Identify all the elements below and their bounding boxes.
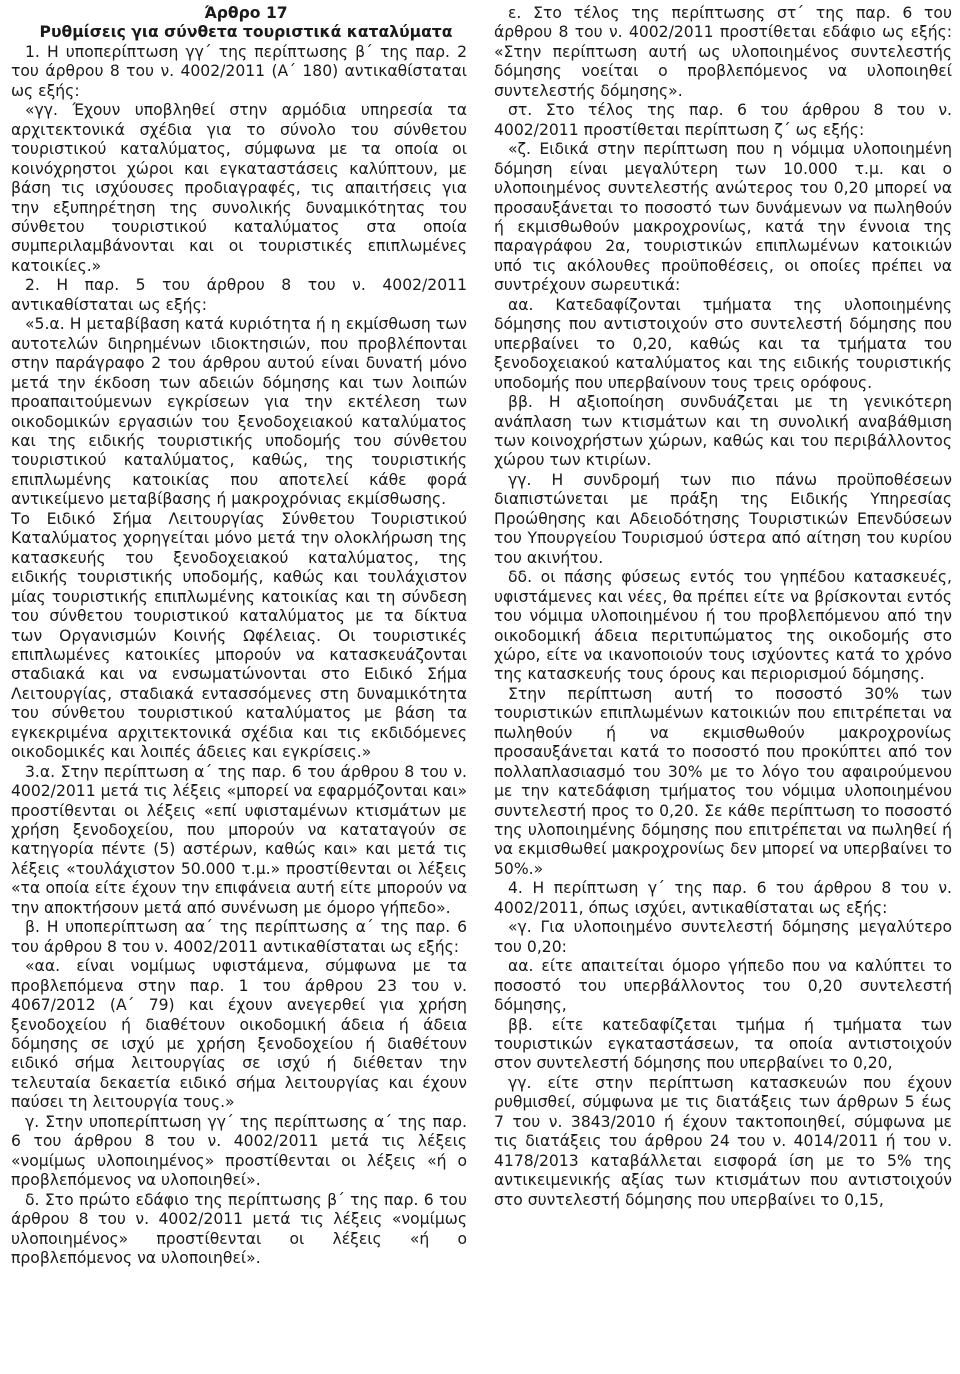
paragraph: δδ. οι πάσης φύσεως εντός του γηπέδου κατασκευές, υφιστάμενες και νέες, θα πρέπει είτε να βρίσκονται εντός του νόμιμα υλοποιημένου ή του προβλεπόμενου από την οικοδομική άδεια περιτυπώματος της οικοδομής στο χώρο, είτε να ικανοποιούν τους ισχύοντες κατά το χρόνο της κατασκευής τους όρους και περιορισμού δόμησης. — [494, 568, 952, 684]
right-column — [494, 4, 952, 1210]
paragraph: «γ. Για υλοποιημένο συντελεστή δόμησης μεγαλύτερο του 0,20: — [494, 918, 952, 956]
paragraph: ββ. Η αξιοποίηση συνδυάζεται με τη γενικότερη ανάπλαση των κτισμάτων και τη συνολική αναβάθμιση των κοινοχρήστων χώρων, καθώς και του περιβάλλοντος χώρου των κτιρίων. — [494, 393, 952, 470]
article-title: Ρυθμίσεις για σύνθετα τουριστικά καταλύματα — [39, 23, 453, 42]
paragraph: στ. Στο τέλος της παρ. 6 του άρθρου 8 του ν. 4002/2011 προστίθεται περίπτωση ζ΄ ως εξής: — [494, 101, 952, 139]
paragraph: 3.α. Στην περίπτωση α΄ της παρ. 6 του άρθρου 8 του ν. 4002/2011 μετά τις λέξεις «μπορεί να εφαρμόζονται και» προστίθενται οι λέξεις «επί υφισταμένων κτισμάτων με χρήση ξενοδοχείου, που μπορούν να καταταγούν σε κατηγορία πέντε (5) αστέρων, καθώς και» και μετά τις λέξεις «τουλάχιστον 50.000 τ.μ.» προστίθενται οι λέξεις «τα οποία είτε έχουν την επιφάνεια αυτή είτε μπορούν να την αποκτήσουν μετά από συνένωση με όμορο γήπεδο». — [11, 762, 467, 917]
paragraph: 2. Η παρ. 5 του άρθρου 8 του ν. 4002/2011 αντικαθίσταται ως εξής: — [11, 276, 467, 314]
paragraph: ββ. είτε κατεδαφίζεται τμήμα ή τμήματα των τουριστικών εγκαταστάσεων, τα οποία αντιστοιχούν στον συντελεστή δόμησης που υπερβαίνει το 0,20, — [494, 1015, 952, 1073]
paragraph: αα. Κατεδαφίζονται τμήματα της υλοποιημένης δόμησης που αντιστοιχούν στο συντελεστή δόμησης που υπερβαίνει το 0,20, καθώς και τα τμήματα του ξενοδοχειακού καταλύματος και της ειδικής τουριστικής υποδομής που υπερβαίνουν τους τρεις ορόφους. — [494, 295, 952, 392]
paragraph: β. Η υποπερίπτωση αα΄ της περίπτωσης α΄ της παρ. 6 του άρθρου 8 του ν. 4002/2011 αντικαθίσταται ως εξής: — [11, 918, 467, 956]
paragraph: γ. Στην υποπερίπτωση γγ΄ της περίπτωσης α΄ της παρ. 6 του άρθρου 8 του ν. 4002/2011 μετά τις λέξεις «νομίμως υλοποιημένος» προστίθενται οι λέξεις «ή ο προβλεπόμενος να υλοποιηθεί». — [11, 1112, 467, 1190]
paragraph: Στην περίπτωση αυτή το ποσοστό 30% των τουριστικών επιπλωμένων κατοικιών που επιτρέπεται να πωληθούν ή να εκμισθωθούν μακροχρονίως προσαυξάνεται κατά το ποσοστό που προκύπτει από τον πολλαπλασιασμό του 30% με το λόγο του αφαιρούμενου με την κατεδάφιση τμήματος του νόμιμα υλοποιημένου συντελεστή προς το 0,20. Σε κάθε περίπτωση το ποσοστό της υλοποιημένης δόμησης που επιτρέπεται να πωληθεί ή να εκμισθωθεί μακροχρονίως δεν μπορεί να υπερβαίνει το 50%.» — [494, 684, 952, 878]
left-column — [11, 4, 467, 1268]
paragraph: δ. Στο πρώτο εδάφιο της περίπτωσης β΄ της παρ. 6 του άρθρου 8 του ν. 4002/2011 μετά τις λέξεις «νομίμως υλοποιημένος» προστίθενται οι λέξεις «ή ο προβλεπόμενος να υλοποιηθεί». — [11, 1190, 467, 1267]
article-number: Άρθρο 17 — [204, 4, 288, 22]
paragraph: «5.α. Η μεταβίβαση κατά κυριότητα ή η εκμίσθωση των αυτοτελών διηρημένων ιδιοκτησιών, που προβλέπονται στην παράγραφο 2 του άρθρου αυτού είναι δυνατή μόνο μετά την έκδοση των αδειών δόμησης και των λοιπών προαπαιτούμενων εγκρίσεων για την εκτέλεση των οικοδομικών εργασιών του ξενοδοχειακού καταλύματος και της ειδικής τουριστικής υποδομής του σύνθετου τουριστικού καταλύματος, καθώς, της τουριστικής επιπλωμένης κατοικίας που αποτελεί κάθε φορά αντικείμενο μεταβίβασης ή μακροχρόνιας εκμίσθωσης. — [11, 315, 467, 509]
paragraph: γγ. Η συνδρομή των πιο πάνω προϋποθέσεων διαπιστώνεται με πράξη της Ειδικής Υπηρεσίας Προώθησης και Αδειοδότησης Τουριστικών Επενδύσεων του Υπουργείου Τουρισμού ύστερα από αίτηση του κυρίου του ακινήτου. — [494, 470, 952, 567]
paragraph: «γγ. Έχουν υποβληθεί στην αρμόδια υπηρεσία τα αρχιτεκτονικά σχέδια για το σύνολο του σύνθετου τουριστικού καταλύματος, σύμφωνα με τα οποία οι κοινόχρηστοι χώροι και εγκαταστάσεις καλύπτουν, με βάση τις ισχύουσες προδιαγραφές, τις απαιτήσεις για την εξυπηρέτηση της συνολικής δυναμικότητας του σύνθετου τουριστικού καταλύματος στα οποία συμπεριλαμβάνονται και οι τουριστικές επιπλωμένες κατοικίες.» — [11, 101, 467, 275]
paragraph: «ζ. Ειδικά στην περίπτωση που η νόμιμα υλοποιημένη δόμηση είναι μεγαλύτερη των 10.000 τ.μ. και ο υλοποιημένος συντελεστής ανώτερος του 0,20 μπορεί να προσαυξάνεται το ποσοστό των δυνάμενων να πωληθούν ή εκμισθωθούν μακροχρονίως, κατά την έννοια της παραγράφου 2α, τουριστικών επιπλωμένων κατοικιών υπό τις ακόλουθες προϋποθέσεις, οι οποίες πρέπει να συντρέχουν σωρευτικά: — [494, 140, 952, 295]
paragraph: αα. είτε απαιτείται όμορο γήπεδο που να καλύπτει το ποσοστό του υπερβάλλοντος του 0,20 συντελεστή δόμησης, — [494, 957, 952, 1015]
paragraph: Το Ειδικό Σήμα Λειτουργίας Σύνθετου Τουριστικού Καταλύματος χορηγείται μόνο μετά την ολοκλήρωση της κατασκευής του ξενοδοχειακού καταλύματος, της ειδικής τουριστικής υποδομής, καθώς και τουλάχιστον μίας τουριστικής επιπλωμένης κατοικίας και τη σύνδεση του σύνθετου τουριστικού καταλύματος με τα δίκτυα των Οργανισμών Κοινής Ωφέλειας. Οι τουριστικές επιπλωμένες κατοικίες μπορούν να κατασκευάζονται σταδιακά και να ενσωματώνονται στο Ειδικό Σήμα Λειτουργίας, σταδιακά εντασσόμενες στη δυναμικότητα του σύνθετου τουριστικού καταλύματος με βάση τα εγκεκριμένα αρχιτεκτονικά σχέδια και τις εκδιδόμενες οικοδομικές και λοιπές άδειες και εγκρίσεις.» — [11, 509, 467, 762]
paragraph: ε. Στο τέλος της περίπτωσης στ΄ της παρ. 6 του άρθρου 8 του ν. 4002/2011 προστίθεται εδάφιο ως εξής: «Στην περίπτωση αυτή ως υλοποιημένος συντελεστής δόμησης νοείται ο προβλεπόμενος να υλοποιηθεί συντελεστής δόμησης». — [494, 4, 952, 100]
paragraph: «αα. είναι νομίμως υφιστάμενα, σύμφωνα με τα προβλεπόμενα στην παρ. 1 του άρθρου 23 του ν. 4067/2012 (Α΄ 79) και έχουν ανεγερθεί για χρήση ξενοδοχείου ή διαθέτουν οικοδομική άδεια ή άδεια δόμησης σε ισχύ με χρήση ξενοδοχείου ή διαθέτουν ειδικό σήμα λειτουργίας σε ισχύ ή διέθεταν την τελευταία δεκαετία ειδικό σήμα λειτουργίας και έχουν παύσει τη λειτουργία τους.» — [11, 957, 467, 1112]
paragraph: γγ. είτε στην περίπτωση κατασκευών που έχουν ρυθμισθεί, σύμφωνα με τις διατάξεις των άρθρων 5 έως 7 του ν. 3843/2010 ή έχουν τακτοποιηθεί, σύμφωνα με τις διατάξεις του άρθρου 24 του ν. 4014/2011 ή του ν. 4178/2013 καταβάλλεται εισφορά ίση με το 5% της αντικειμενικής αξίας των κτισμάτων που αντιστοιχούν στο συντελεστή δόμησης που υπερβαίνει το 0,15, — [494, 1073, 952, 1209]
paragraph: 1. Η υποπερίπτωση γγ΄ της περίπτωσης β΄ της παρ. 2 του άρθρου 8 του ν. 4002/2011 (Α΄ 180) αντικαθίσταται ως εξής: — [11, 42, 467, 100]
paragraph: 4. Η περίπτωση γ΄ της παρ. 6 του άρθρου 8 του ν. 4002/2011, όπως ισχύει, αντικαθίσταται ως εξής: — [494, 879, 952, 917]
